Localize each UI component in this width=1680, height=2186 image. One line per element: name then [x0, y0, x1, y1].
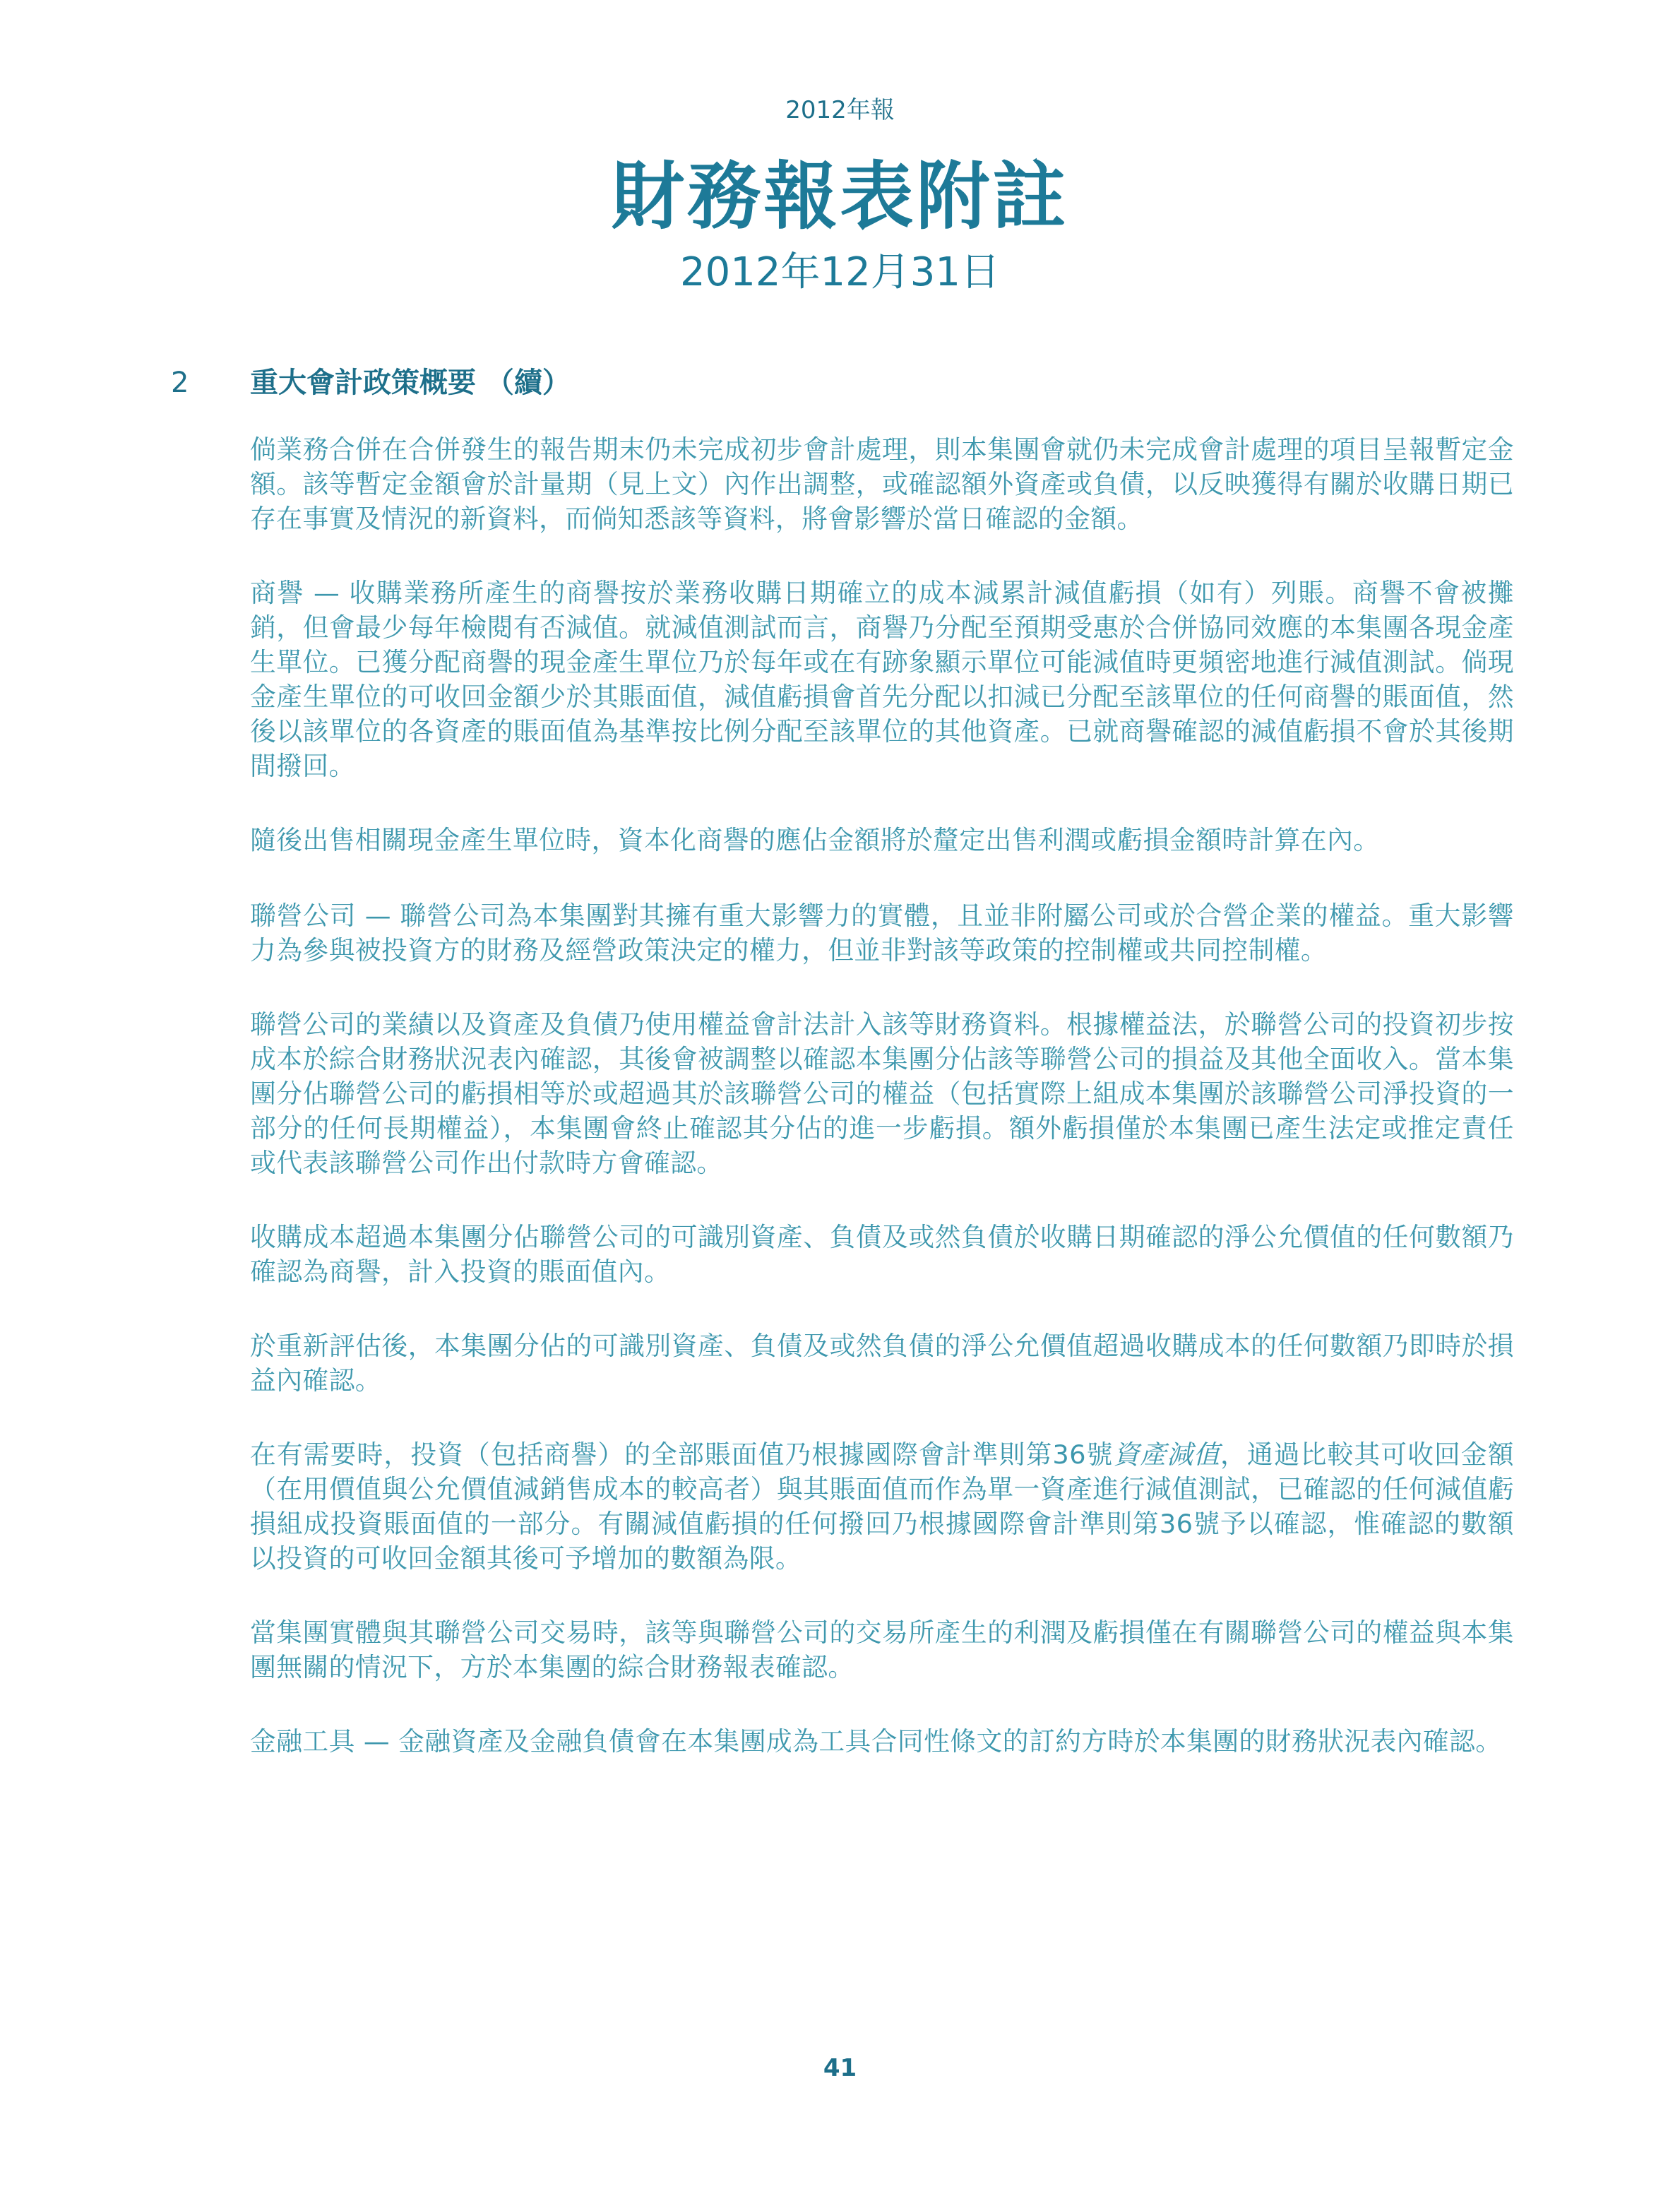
- paragraph-impairment: [250, 1437, 1514, 1576]
- impairment-text-before: 在有需要時，投資（包括商譽）的全部賬面值乃根據國際會計準則第36號: [250, 1439, 1114, 1470]
- paragraph-cost-excess: 收購成本超過本集團分佔聯營公司的可識別資產、負債及或然負債於收購日期確認的淨公允價值的任何數額乃確認為商譽，計入投資的賬面值內。: [250, 1222, 1514, 1287]
- paragraph-financial-instruments: 金融工具 — 金融資產及金融負債會在本集團成為工具合同性條文的訂約方時於本集團的財務狀況表內確認。: [250, 1726, 1502, 1757]
- impairment-text-after: ，通過比較其可收回金額（在用價值與公允價值減銷售成本的較高者）與其賬面值而作為單一資產進行減值測試，已確認的任何減值虧損組成投資賬面值的一部分。有關減值虧損的任何撥回乃根據國際會計準則第36號予以確認，惟確認的數額以投資的可收回金額其後可予增加的數額為限。: [250, 1439, 1514, 1574]
- report-date: 2012年12月31日: [679, 249, 1001, 295]
- paragraph-goodwill-disposal: 隨後出售相關現金產生單位時，資本化商譽的應佔金額將於釐定出售利潤或虧損金額時計算在內。: [250, 825, 1380, 855]
- paragraph-transactions: 當集團實體與其聯營公司交易時，該等與聯營公司的交易所產生的利潤及虧損僅在有關聯營公司的權益與本集團無關的情況下，方於本集團的綜合財務報表確認。: [250, 1617, 1514, 1682]
- notes-body: [250, 432, 1514, 1798]
- section-number: 2: [171, 367, 189, 399]
- paragraph-reassessment: 於重新評估後，本集團分佔的可識別資產、負債及或然負債的淨公允價值超過收購成本的任何數額乃即時於損益內確認。: [250, 1331, 1514, 1396]
- page-number: 41: [823, 2054, 857, 2082]
- page-title: 財務報表附註: [611, 153, 1069, 239]
- section-title: 重大會計政策概要 （續）: [250, 367, 571, 399]
- report-year-label: 2012年報: [785, 96, 895, 124]
- paragraph-provisional-amounts: 倘業務合併在合併發生的報告期末仍未完成初步會計處理，則本集團會就仍未完成會計處理的項目呈報暫定金額。該等暫定金額會於計量期（見上文）內作出調整，或確認額外資產或負債，以反映獲得有關於收購日期已存在事實及情況的新資料，而倘知悉該等資料，將會影響於當日確認的金額。: [250, 434, 1514, 534]
- paragraph-equity-method: 聯營公司的業績以及資產及負債乃使用權益會計法計入該等財務資料。根據權益法，於聯營公司的投資初步按成本於綜合財務狀況表內確認，其後會被調整以確認本集團分佔該等聯營公司的損益及其他全面收入。當本集團分佔聯營公司的虧損相等於或超過其於該聯營公司的權益（包括實際上組成本集團於該聯營公司淨投資的一部分的任何長期權益），本集團會終止確認其分佔的進一步虧損。額外虧損僅於本集團已產生法定或推定責任或代表該聯營公司作出付款時方會確認。: [250, 1009, 1514, 1178]
- paragraph-goodwill: 商譽 — 收購業務所產生的商譽按於業務收購日期確立的成本減累計減值虧損（如有）列賬。商譽不會被攤銷，但會最少每年檢閱有否減值。就減值測試而言，商譽乃分配至預期受惠於合併協同效應的本集團各現金產生單位。已獲分配商譽的現金產生單位乃於每年或在有跡象顯示單位可能減值時更頻密地進行減值測試。倘現金產生單位的可收回金額少於其賬面值，減值虧損會首先分配以扣減已分配至該單位的任何商譽的賬面值，然後以該單位的各資產的賬面值為基準按比例分配至該單位的其他資產。已就商譽確認的減值虧損不會於其後期間撥回。: [250, 578, 1514, 781]
- standard-title-italic: 資產減值: [1113, 1439, 1221, 1470]
- paragraph-associates: 聯營公司 — 聯營公司為本集團對其擁有重大影響力的實體，且並非附屬公司或於合營企業的權益。重大影響力為參與被投資方的財務及經營政策決定的權力，但並非對該等政策的控制權或共同控制權。: [250, 901, 1514, 966]
